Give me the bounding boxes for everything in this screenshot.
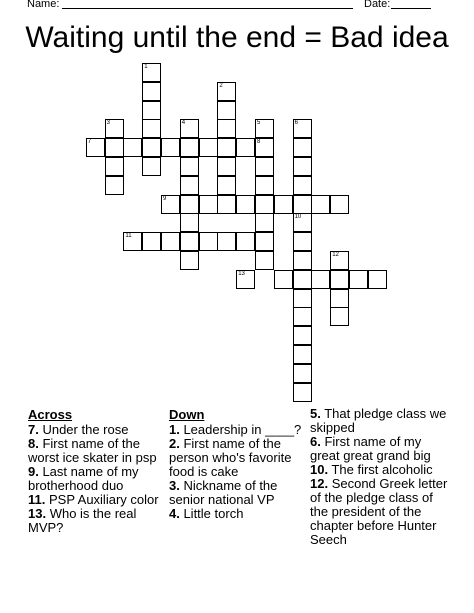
grid-cell[interactable] [123,232,142,251]
grid-cell[interactable] [293,176,312,195]
grid-cell[interactable] [293,251,312,270]
grid-cell[interactable] [293,307,312,326]
grid-cell[interactable] [236,232,255,251]
grid-cell[interactable] [330,195,349,214]
grid-cell[interactable] [293,157,312,176]
grid-cell[interactable] [105,119,124,138]
grid-cell[interactable] [217,195,236,214]
across-clues [28,407,166,535]
grid-cell[interactable] [217,138,236,157]
grid-cell[interactable] [236,195,255,214]
grid-cell[interactable] [293,289,312,308]
clue-number: 8 [257,139,261,146]
clue-item-text: Who is the real MVP? [28,506,137,535]
clue-item-text: The first alcoholic [328,462,433,477]
clue-number: 12 [332,252,339,258]
grid-cell[interactable] [217,82,236,101]
clue-item-text: First name of my great great grand big [310,434,431,463]
clue-item-text: Second Greek letter of the pledge class of the president of the chapter before Hunter Seech [310,476,448,547]
clue-item-number: 8. [28,436,39,451]
clue-item [169,423,307,437]
clue-item [310,463,450,477]
grid-cell[interactable] [330,270,349,289]
clue-item [169,479,307,507]
grid-cell[interactable] [274,270,293,289]
clue-item-text: Leadership in ____? [179,422,302,437]
grid-cell[interactable] [86,138,105,157]
across-clue-list [28,423,166,535]
clue-item [28,493,166,507]
down-clues-continued [310,407,450,547]
grid-cell[interactable] [161,232,180,251]
clue-number: 3 [106,120,110,127]
clue-item-number: 10. [310,462,329,477]
clue-item-number: 13. [28,506,47,521]
grid-cell[interactable] [293,213,312,232]
clue-item-number: 9. [28,464,39,479]
name-label: Name: [27,0,60,10]
grid-cell[interactable] [255,176,274,195]
down-clue-list [169,423,307,521]
grid-cell[interactable] [199,232,218,251]
grid-cell[interactable] [123,138,142,157]
grid-cell[interactable] [255,195,274,214]
clue-item-number: 3. [169,478,180,493]
grid-cell[interactable] [142,232,161,251]
clue-number: 9 [163,195,167,202]
clue-number: 13 [238,270,245,277]
grid-cell[interactable] [180,213,199,232]
clue-item [28,423,166,437]
clue-number: 4 [181,120,186,127]
date-label: Date: [364,0,391,10]
grid-cell[interactable] [330,307,349,326]
clue-item-number: 4. [169,506,180,521]
grid-cell[interactable] [293,232,312,251]
grid-cell[interactable] [255,232,274,251]
grid-cell[interactable] [293,383,312,402]
grid-cell[interactable] [311,195,330,214]
clue-item [169,507,307,521]
grid-cell[interactable] [142,138,161,157]
grid-cell[interactable] [274,195,293,214]
clue-number: 2 [219,82,223,89]
page-title: Waiting until the end = Bad idea [25,21,449,54]
clue-item-number: 12. [310,476,329,491]
grid-cell[interactable] [236,138,255,157]
grid-cell[interactable] [142,119,161,138]
grid-cell[interactable] [105,138,124,157]
clue-item [310,407,450,435]
grid-cell[interactable] [293,138,312,157]
grid-cell[interactable] [199,195,218,214]
clue-item-number: 6. [310,434,321,449]
grid-cell[interactable] [217,176,236,195]
grid-cell[interactable] [180,251,199,270]
grid-cell[interactable] [330,251,349,270]
clue-item-text: PSP Auxiliary color [45,492,159,507]
down-heading: Down [169,407,205,422]
grid-cell[interactable] [217,119,236,138]
down-clue-list-continued [310,407,450,547]
grid-cell[interactable] [368,270,387,289]
clue-item-number: 5. [310,406,321,421]
grid-cell[interactable] [255,157,274,176]
clue-item-number: 7. [28,422,39,437]
grid-cell[interactable] [255,213,274,232]
grid-cell[interactable] [293,270,312,289]
grid-cell[interactable] [199,138,218,157]
grid-cell[interactable] [180,195,199,214]
clue-item-number: 11. [28,492,46,507]
clue-item-text: First name of the person who's favorite food is cake [169,436,292,479]
grid-cell[interactable] [349,270,368,289]
clue-item-text: That pledge class we skipped [310,406,447,435]
grid-cell[interactable] [293,345,312,364]
clue-item-text: First name of the worst ice skater in psp [28,436,157,465]
grid-cell[interactable] [293,195,312,214]
grid-cell[interactable] [255,119,274,138]
clue-item [310,435,450,463]
across-heading: Across [28,407,73,422]
clue-item-text: Little torch [179,506,244,521]
grid-cell[interactable] [293,364,312,383]
grid-cell[interactable] [161,195,180,214]
grid-cell[interactable] [293,119,312,138]
grid-cell[interactable] [330,289,349,308]
clue-item [310,477,450,547]
grid-cell[interactable] [180,138,199,157]
down-clues [169,407,307,521]
grid-cell[interactable] [255,138,274,157]
grid-cell[interactable] [217,101,236,120]
clue-number: 5 [257,120,261,127]
clue-item [28,437,166,465]
grid-cell[interactable] [142,157,161,176]
clue-item-text: Nickname of the senior national VP [169,478,278,507]
clue-number: 6 [294,120,298,127]
grid-cell[interactable] [217,232,236,251]
grid-cell[interactable] [142,82,161,101]
clue-item-text: Under the rose [38,422,129,437]
grid-cell[interactable] [180,176,199,195]
clue-item [28,465,166,493]
grid-cell[interactable] [105,176,124,195]
clue-number: 1 [144,64,148,70]
grid-cell[interactable] [311,270,330,289]
grid-cell[interactable] [217,157,236,176]
clue-item-text: Last name of my brotherhood duo [28,464,139,493]
clue-number: 7 [87,139,92,146]
grid-cell[interactable] [236,270,255,289]
clue-item [169,437,307,479]
grid-cell[interactable] [180,119,199,138]
grid-cell[interactable] [180,157,199,176]
grid-cell[interactable] [180,232,199,251]
grid-cell[interactable] [161,138,180,157]
clue-item-number: 1. [169,422,180,437]
grid-cell[interactable] [105,157,124,176]
clue-number: 11 [125,233,132,240]
clue-item-number: 2. [169,436,180,451]
clue-number: 10 [294,214,302,221]
grid-cell[interactable] [293,326,312,345]
grid-cell[interactable] [255,251,274,270]
clue-item [28,507,166,535]
grid-cell[interactable] [142,63,161,82]
grid-cell[interactable] [142,101,161,120]
